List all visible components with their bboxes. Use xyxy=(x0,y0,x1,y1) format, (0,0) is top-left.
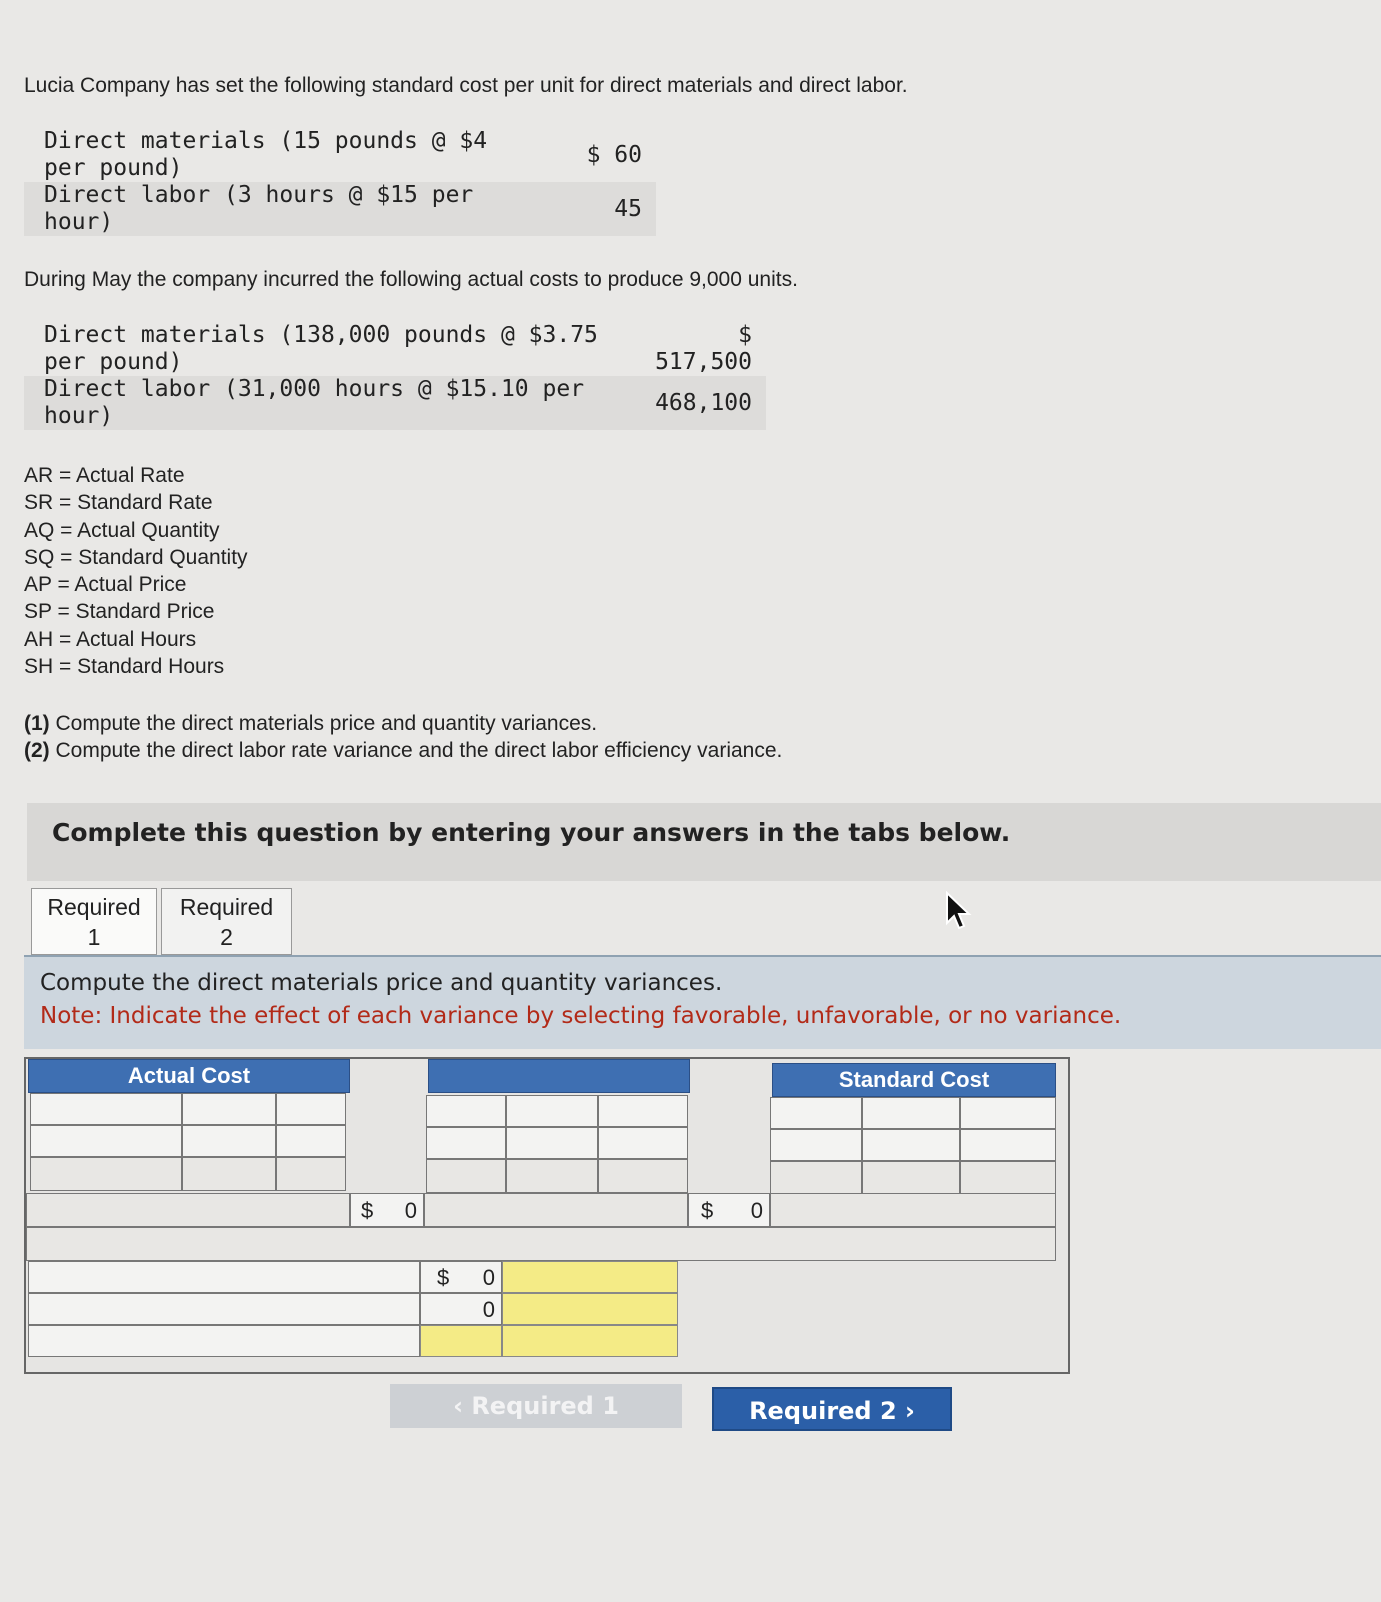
abbreviation-item: AR = Actual Rate xyxy=(24,464,185,487)
actual-cost-label: Direct materials (138,000 pounds @ $3.75 per pound) xyxy=(44,322,598,375)
standard-blank-cell xyxy=(862,1161,960,1195)
actual-total-dollar: $ xyxy=(361,1198,374,1223)
actual-cost-amount xyxy=(655,322,752,376)
actual-cost-value: 517,500 xyxy=(655,349,752,375)
actual-cost-table xyxy=(24,322,766,430)
variance-2-effect-select[interactable] xyxy=(502,1293,678,1325)
abbreviation-item: AH = Actual Hours xyxy=(24,627,197,651)
abbreviation-item: SQ = Standard Quantity xyxy=(24,545,248,569)
actual-cost-row xyxy=(24,376,766,430)
variance-2-value: 0 xyxy=(482,1297,495,1322)
middle-sp-input[interactable] xyxy=(506,1127,598,1159)
actual-cost-label: Direct labor (31,000 hours @ $15.10 per hour) xyxy=(44,376,585,429)
requirement-item: (2) Compute the direct labor rate variance and the direct labor efficiency variance. xyxy=(24,739,783,762)
actual-cost-amount: 468,100 xyxy=(655,389,752,416)
totals-spacer xyxy=(770,1193,1056,1227)
abbreviation-item: SH = Standard Hours xyxy=(24,655,225,679)
mouse-cursor-icon xyxy=(945,891,975,931)
standard-blank-cell xyxy=(770,1161,862,1195)
standard-sp-unit-input[interactable] xyxy=(960,1129,1056,1161)
standard-cost-table xyxy=(24,128,656,236)
standard-sp-input[interactable] xyxy=(862,1129,960,1161)
standard-label-input-1[interactable] xyxy=(770,1097,862,1129)
middle-blank-cell xyxy=(506,1159,598,1193)
instruction-text: Compute the direct materials price and quantity variances. xyxy=(40,970,723,996)
standard-cost-label: Direct labor (3 hours @ $15 per hour) xyxy=(44,182,474,235)
chevron-left-icon: ‹ xyxy=(453,1392,463,1420)
standard-cost-label: Direct materials (15 pounds @ $4 per pound) xyxy=(44,128,488,181)
actual-cost-dollar: $ xyxy=(738,322,752,348)
abbreviation-list xyxy=(24,462,248,680)
variance-1-dollar: $ xyxy=(437,1265,450,1290)
actual-cost-row xyxy=(24,322,766,376)
divider-row xyxy=(26,1227,1056,1261)
totals-spacer xyxy=(26,1193,350,1227)
middle-label-input-2[interactable] xyxy=(426,1127,506,1159)
variance-2-cell xyxy=(420,1293,502,1325)
variance-3-effect-select[interactable] xyxy=(502,1325,678,1357)
chevron-right-icon: › xyxy=(905,1397,915,1425)
abbreviation-item: AQ = Actual Quantity xyxy=(24,518,220,542)
actual-ap-input[interactable] xyxy=(182,1125,276,1157)
standard-total-value: 0 xyxy=(750,1198,763,1223)
standard-sq-input[interactable] xyxy=(862,1097,960,1129)
actual-label-input-2[interactable] xyxy=(30,1125,182,1157)
abbreviation-item: SR = Standard Rate xyxy=(24,491,213,515)
requirement-item: (1) Compute the direct materials price and quantity variances. xyxy=(24,712,598,735)
tab-required-2[interactable]: Required 2 xyxy=(161,888,292,955)
standard-total-cell xyxy=(688,1193,770,1227)
actual-aq-input[interactable] xyxy=(182,1093,276,1125)
standard-cost-row xyxy=(24,128,656,182)
instruction-note: Note: Indicate the effect of each variance by selecting favorable, unfavorable, or no variance. xyxy=(40,1003,1122,1029)
standard-cost-header: Standard Cost xyxy=(772,1063,1056,1097)
actual-intro-text: During May the company incurred the following actual costs to produce 9,000 units. xyxy=(24,268,798,291)
variance-1-value: 0 xyxy=(482,1265,495,1290)
actual-aq-unit-input[interactable] xyxy=(276,1093,346,1125)
middle-aq-unit-input[interactable] xyxy=(598,1095,688,1127)
variance-3-input[interactable] xyxy=(420,1325,502,1357)
variance-label-input-1[interactable] xyxy=(28,1261,420,1293)
previous-tab-button[interactable]: ‹ Required 1 xyxy=(390,1384,682,1428)
totals-spacer xyxy=(424,1193,688,1227)
abbreviation-item: SP = Standard Price xyxy=(24,600,215,624)
middle-label-input-1[interactable] xyxy=(426,1095,506,1127)
variance-answer-grid xyxy=(24,1057,1070,1374)
standard-label-input-2[interactable] xyxy=(770,1129,862,1161)
standard-cost-amount: $ 60 xyxy=(586,141,642,168)
middle-column-header xyxy=(428,1059,690,1093)
middle-aq-input[interactable] xyxy=(506,1095,598,1127)
actual-label-input-1[interactable] xyxy=(30,1093,182,1125)
actual-total-cell xyxy=(350,1193,424,1227)
intro-text: Lucia Company has set the following standard cost per unit for direct materials and direct labor. xyxy=(24,74,908,97)
actual-blank-cell xyxy=(30,1157,182,1191)
variance-label-input-2[interactable] xyxy=(28,1293,420,1325)
variance-1-effect-select[interactable] xyxy=(502,1261,678,1293)
middle-blank-cell xyxy=(598,1159,688,1193)
actual-blank-cell xyxy=(182,1157,276,1191)
next-tab-button[interactable]: Required 2 › xyxy=(712,1387,952,1431)
standard-cost-amount: 45 xyxy=(614,195,642,222)
abbreviation-item: AP = Actual Price xyxy=(24,573,187,597)
tab-required-1[interactable]: Required 1 xyxy=(31,888,157,955)
standard-cost-row xyxy=(24,182,656,236)
actual-ap-unit-input[interactable] xyxy=(276,1125,346,1157)
variance-label-input-3[interactable] xyxy=(28,1325,420,1357)
standard-total-dollar: $ xyxy=(701,1198,714,1223)
actual-total-value: 0 xyxy=(404,1198,417,1223)
standard-sq-unit-input[interactable] xyxy=(960,1097,1056,1129)
standard-blank-cell xyxy=(960,1161,1056,1195)
actual-cost-header: Actual Cost xyxy=(28,1059,350,1093)
middle-blank-cell xyxy=(426,1159,506,1193)
banner-text: Complete this question by entering your answers in the tabs below. xyxy=(52,818,1011,847)
middle-sp-unit-input[interactable] xyxy=(598,1127,688,1159)
requirements-list xyxy=(24,710,782,764)
variance-1-cell xyxy=(420,1261,502,1293)
actual-blank-cell xyxy=(276,1157,346,1191)
